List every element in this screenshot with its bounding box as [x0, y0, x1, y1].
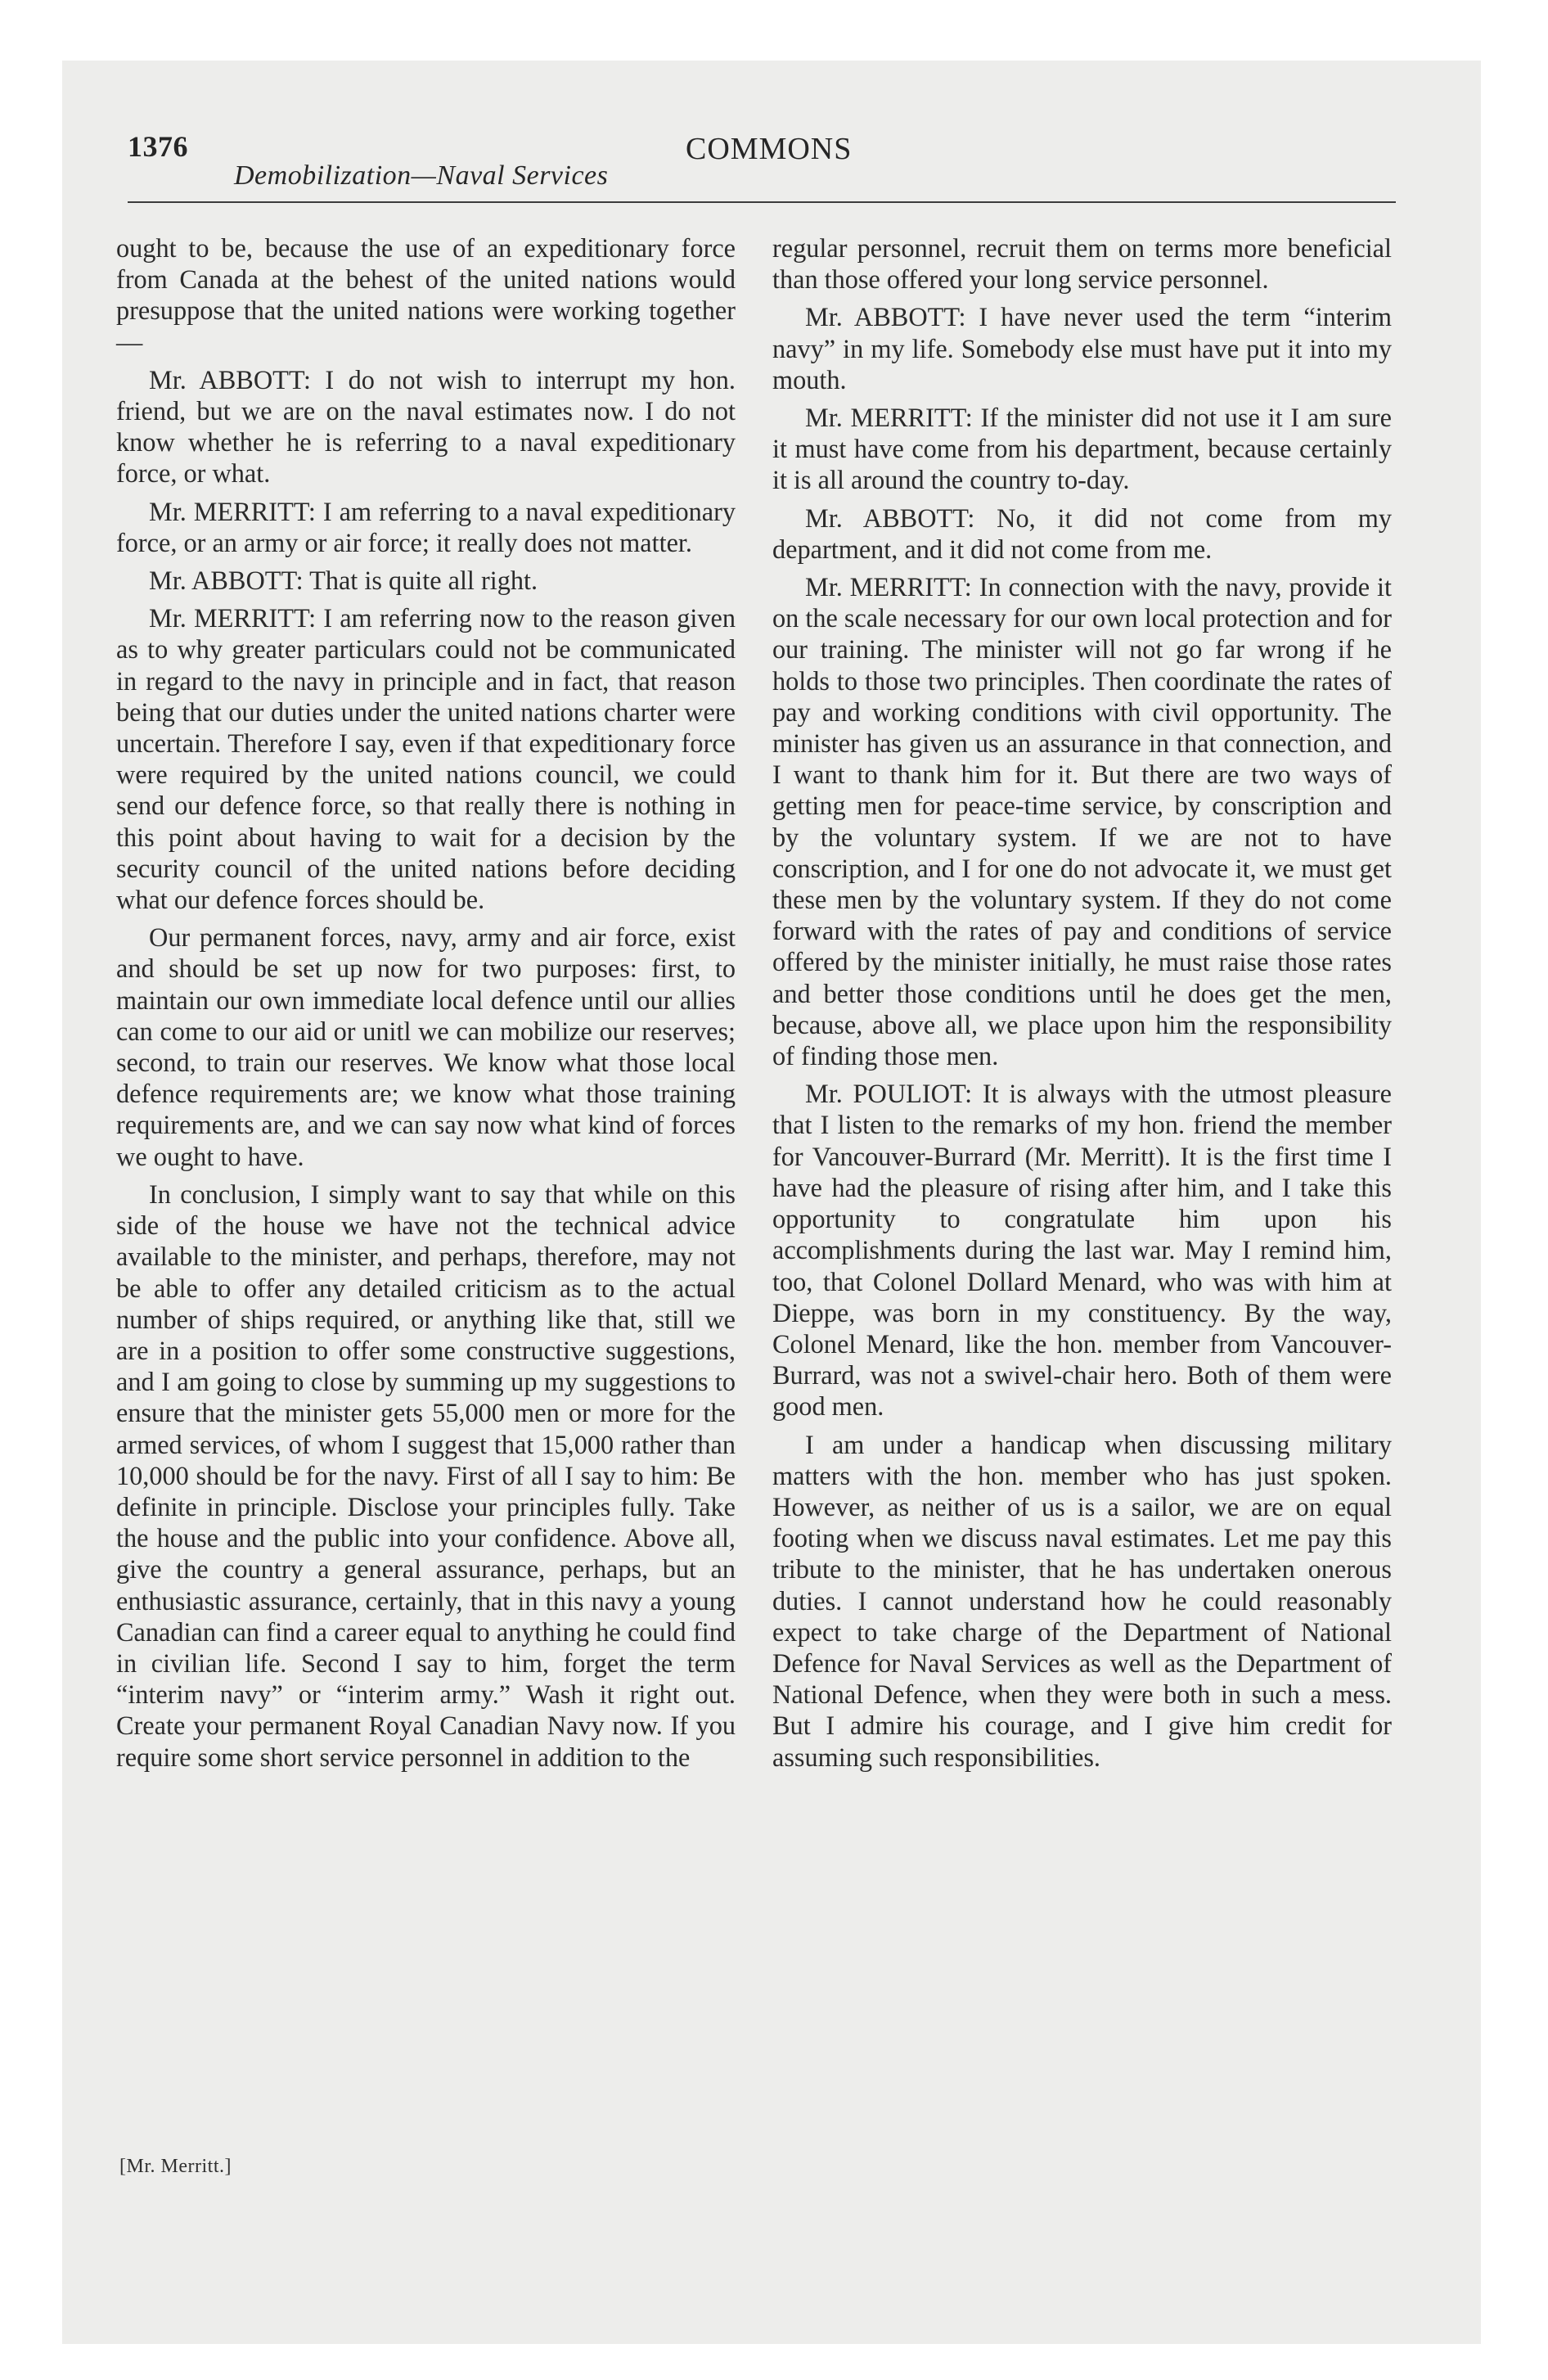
paragraph: Mr. ABBOTT: No, it did not come from my department, and it did not come from me. — [772, 503, 1392, 564]
paragraph: Mr. ABBOTT: That is quite all right. — [149, 566, 538, 596]
paragraph: Mr. ABBOTT: I have never used the term “interim navy” in my life. Somebody else must have put it into my mouth. — [772, 302, 1392, 394]
paragraph: I am under a handicap when discussing military matters with the hon. member who has just spoken. However, as neither of us is a sailor, we are on equal footing when we discuss naval estimates. Let me pay this tribute to the minister, that he has undertaken onerous duties. I cannot understand how he could reasonably expect to take charge of the Department of National Defence for Naval Services as well as the Department of National Defence, when they were both in such a mess. But I admire his courage, and I give him credit for assuming such responsibilities. — [772, 1429, 1392, 1772]
running-head: COMMONS — [686, 132, 853, 166]
paragraph: Mr. MERRITT: I am referring to a naval expeditionary force, or an army or air force; it really does not matter. — [116, 496, 736, 557]
section-title: Demobilization—Naval Services — [234, 160, 609, 191]
speaker-note: [Mr. Merritt.] — [119, 2156, 232, 2177]
left-column — [116, 232, 736, 1779]
header-rule — [128, 201, 1396, 203]
paragraph: Mr. MERRITT: In connection with the navy, provide it on the scale necessary for our own local protection and for our training. The minister will not go far wrong if he holds to those two principles. Then coordinate the rates of pay and working conditions with civil opportunity. The minister has given us an assurance in that connection, and I want to thank him for it. But there are two ways of getting men for peace-time service, by conscription and by the voluntary system. If we are not to have conscription, and I for one do not advocate it, we must get these men by the voluntary system. If they do not come forward with the rates of pay and conditions of service offered by the minister initially, he must raise those rates and better those conditions until he does get the men, because, above all, we place upon him the responsibility of finding those men. — [772, 572, 1392, 1071]
paragraph: ought to be, because the use of an expeditionary force from Canada at the behest of the united nations would presuppose that the united nations were working together— — [116, 233, 736, 357]
paragraph: regular personnel, recruit them on terms more beneficial than those offered your long service personnel. — [772, 233, 1392, 295]
right-column — [772, 232, 1392, 1779]
paragraph: Mr. ABBOTT: I do not wish to interrupt my hon. friend, but we are on the naval estimates now. I do not know whether he is referring to a naval expeditionary force, or what. — [116, 364, 736, 489]
page-number: 1376 — [128, 130, 188, 163]
paragraph: In conclusion, I simply want to say that while on this side of the house we have not the technical advice available to the minister, and perhaps, therefore, may not be able to offer any detailed criticism as to the actual number of ships required, or anything like that, still we are in a position to offer some constructive suggestions, and I am going to close by summing up my suggestions to ensure that the minister gets 55,000 men or more for the armed services, of whom I suggest that 15,000 rather than 10,000 should be for the navy. First of all I say to him: Be definite in principle. Disclose your principles fully. Take the house and the public into your confidence. Above all, give the country a general assurance, perhaps, but an enthusiastic assurance, certainly, that in this navy a young Canadian can find a career equal to anything he could find in civilian life. Second I say to him, forget the term “interim navy” or “interim army.” Wash it right out. Create your permanent Royal Canadian Navy now. If you require some short service personnel in addition to the — [116, 1179, 736, 1772]
paragraph: Our permanent forces, navy, army and air force, exist and should be set up now for two purposes: first, to maintain our own immediate local defence until our allies can come to our aid or unitl we can mobilize our reserves; second, to train our reserves. We know what those local defence requirements are; we know what those training requirements are, and we can say now what kind of forces we ought to have. — [116, 922, 736, 1171]
paragraph: Mr. POULIOT: It is always with the utmost pleasure that I listen to the remarks of my hon. friend the member for Vancouver-Burrard (Mr. Merritt). It is the first time I have had the pleasure of rising after him, and I take this opportunity to congratulate him upon his accomplishments during the last war. May I remind him, too, that Colonel Dollard Menard, who was with him at Dieppe, was born in my constituency. By the way, Colonel Menard, like the hon. member from Vancouver-Burrard, was not a swivel-chair hero. Both of them were good men. — [772, 1079, 1392, 1422]
paragraph: Mr. MERRITT: I am referring now to the reason given as to why greater particulars could not be communicated in regard to the navy in principle and in fact, that reason being that our duties under the united nations charter were uncertain. Therefore I say, even if that expeditionary force were required by the united nations council, we could send our defence force, so that really there is nothing in this point about having to wait for a decision by the security council of the united nations before deciding what our defence forces should be. — [116, 603, 736, 915]
paragraph: Mr. MERRITT: If the minister did not use it I am sure it must have come from his department, because certainly it is all around the country to-day. — [772, 403, 1392, 495]
